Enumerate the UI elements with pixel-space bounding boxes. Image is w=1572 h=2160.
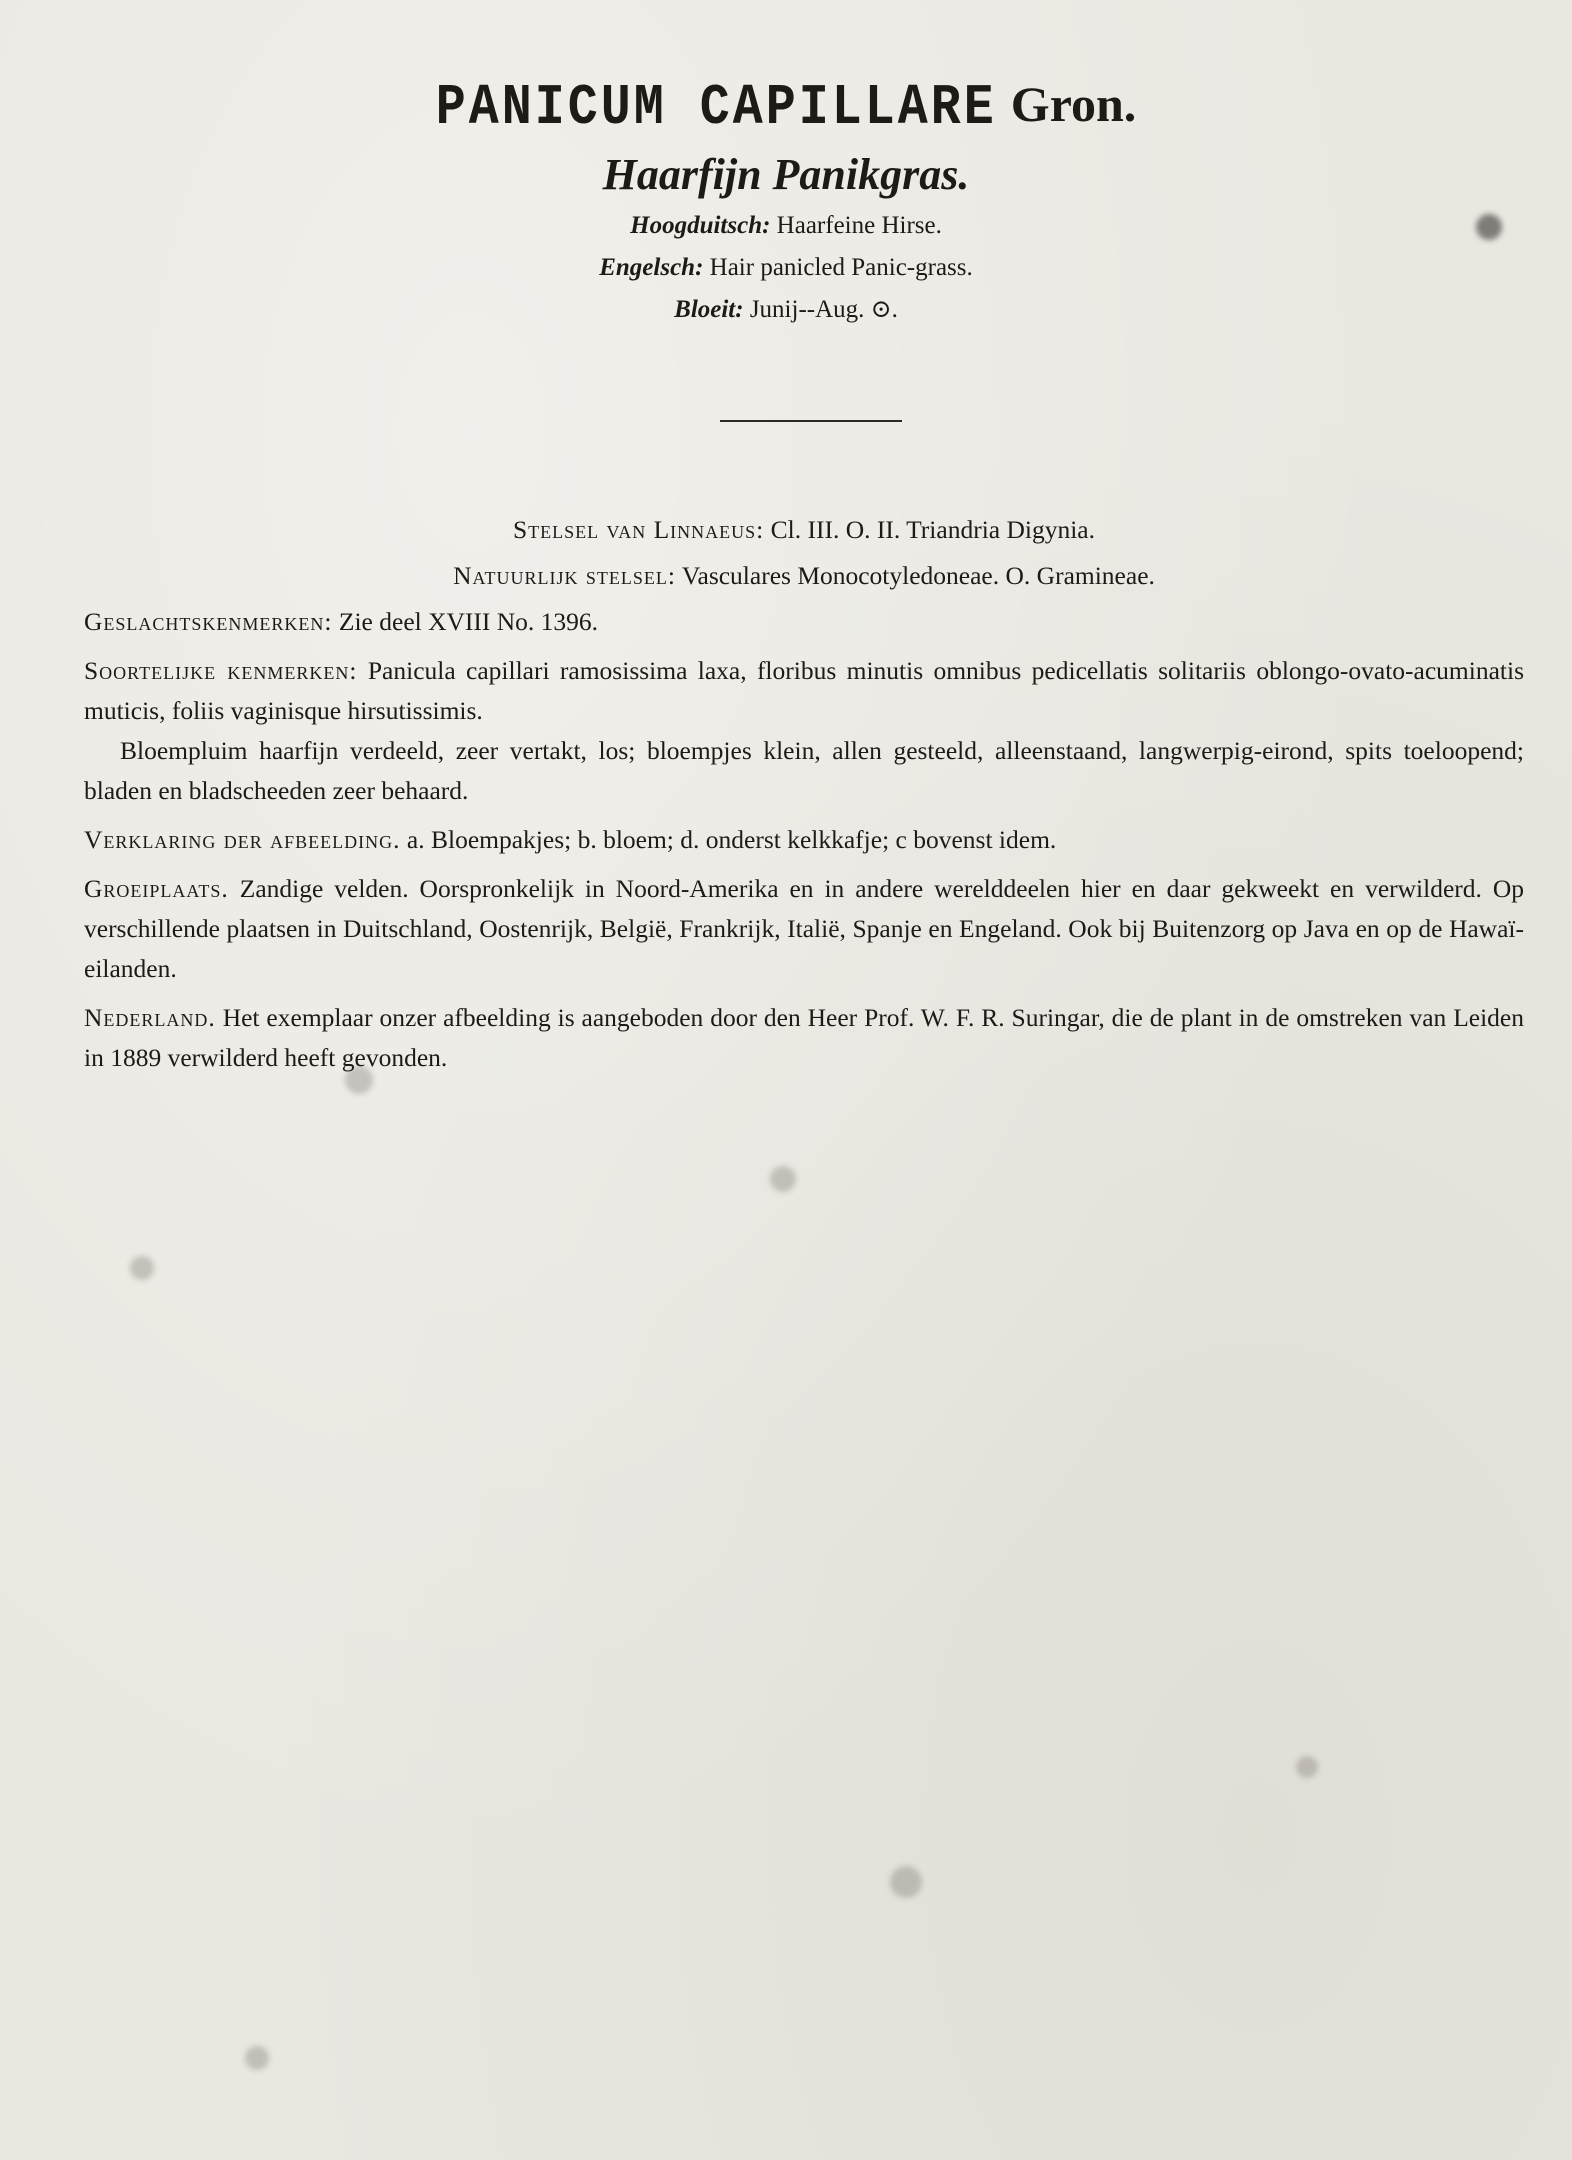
species-title xyxy=(0,72,1572,141)
linnaeus-label: Stelsel van Linnaeus: xyxy=(512,515,765,544)
title-latin-name: PANICUM CAPILLARE xyxy=(435,75,997,142)
divider-rule xyxy=(720,420,902,422)
netherlands-note xyxy=(84,998,1524,1078)
genus-characters xyxy=(84,602,1524,642)
foxing-spot xyxy=(890,1866,922,1898)
natural-system-label: Natuurlijk stelsel: xyxy=(453,561,676,590)
species-text: Panicula capillari ramosissima laxa, floribus minutis omnibus pedicellatis solitariis oblongo-ovato-acuminatis muticis, foliis vaginisque hirsutissimis. xyxy=(84,656,1525,725)
netherlands-text: Het exemplaar onzer afbeelding is aangeboden door den Heer Prof. W. F. R. Suringar, die de plant in de omstreken van Leiden in 1889 verwilderd heeft gevonden. xyxy=(84,1003,1524,1072)
figure-explanation-label: Verklaring der afbeelding. xyxy=(84,825,401,854)
species-characters-dutch: Bloempluim haarfijn verdeeld, zeer vertakt, los; bloempjes klein, allen gesteeld, alleenstaand, langwerpig-eirond, spits toeloopend; bladen en bladscheeden zeer behaard. xyxy=(84,736,1524,805)
figure-explanation-text: a. Bloempakjes; b. bloem; d. onderst kelkkafje; c bovenst idem. xyxy=(406,825,1057,854)
flowering-label: Bloeit: xyxy=(674,296,744,323)
english-name-line xyxy=(0,247,1572,289)
netherlands-label: Nederland. xyxy=(84,1003,216,1032)
english-name: Hair panicled Panic-grass. xyxy=(709,254,973,281)
description-body xyxy=(84,510,1524,1087)
english-label: Engelsch: xyxy=(599,254,704,281)
flowering-line xyxy=(0,289,1572,331)
flowering-period: Junij--Aug. ⊙. xyxy=(749,296,898,323)
foxing-spot xyxy=(770,1166,796,1192)
species-characters xyxy=(84,651,1524,731)
habitat-label: Groeiplaats. xyxy=(84,874,229,903)
german-name: Haarfeine Hirse. xyxy=(776,212,942,239)
foxing-spot xyxy=(245,2046,269,2070)
habitat xyxy=(84,869,1524,989)
genus-text: Zie deel XVIII No. 1396. xyxy=(338,607,599,636)
natural-system xyxy=(84,556,1524,596)
page-header xyxy=(0,72,1572,331)
german-name-line xyxy=(0,205,1572,247)
natural-system-text: Vasculares Monocotyledoneae. O. Gramineae. xyxy=(681,561,1155,590)
figure-explanation xyxy=(84,820,1524,860)
linnaeus-text: Cl. III. O. II. Triandria Digynia. xyxy=(770,515,1096,544)
genus-label: Geslachtskenmerken: xyxy=(84,607,333,636)
foxing-spot xyxy=(1296,1756,1318,1778)
foxing-spot xyxy=(130,1256,154,1280)
linnaeus-system xyxy=(84,510,1524,550)
habitat-text: Zandige velden. Oorspronkelijk in Noord-Amerika en in andere werelddeelen hier en daar gekweekt en verwilderd. Op verschillende plaatsen in Duitschland, Oostenrijk, België, Frankrijk, Italië, Spanje en Engeland. Ook bij Buitenzorg op Java en op de Hawaï-eilanden. xyxy=(84,874,1525,983)
title-author: Gron. xyxy=(1010,76,1137,132)
species-label: Soortelijke kenmerken: xyxy=(84,656,358,685)
german-label: Hoogduitsch: xyxy=(630,212,771,239)
dutch-name: Haarfijn Panikgras. xyxy=(602,150,970,199)
